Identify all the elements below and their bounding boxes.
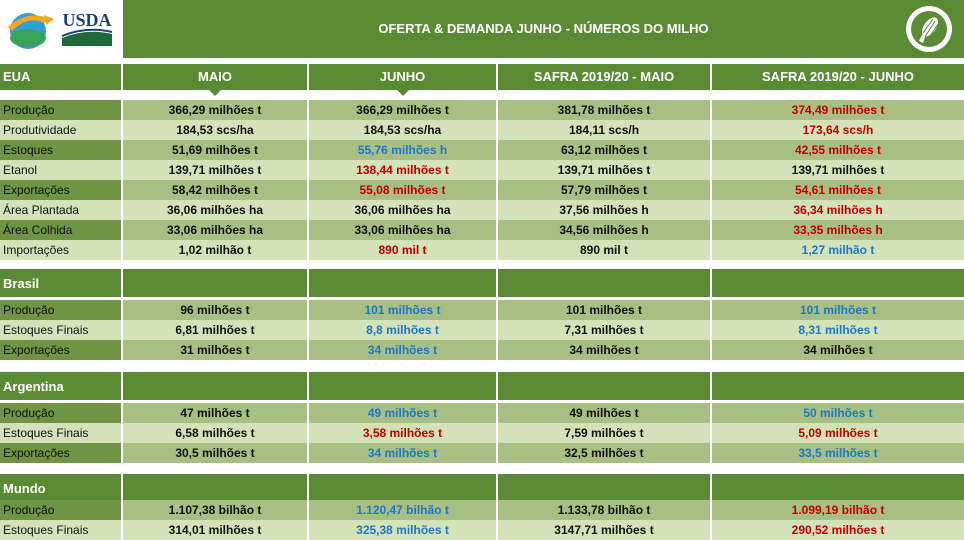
section-header-eua <box>0 64 964 90</box>
value-cell: 314,01 milhões t <box>123 520 307 540</box>
row-label: Exportações <box>0 443 121 463</box>
value-cell: 49 milhões t <box>498 403 710 423</box>
table-row <box>0 300 964 320</box>
value-cell: 50 milhões t <box>712 403 964 423</box>
column-header: JUNHO <box>309 64 496 90</box>
value-cell: 33,06 milhões ha <box>309 220 496 240</box>
value-cell: 3,58 milhões t <box>309 423 496 443</box>
value-cell: 139,71 milhões t <box>712 160 964 180</box>
section-title: Brasil <box>0 269 121 297</box>
row-label: Estoques Finais <box>0 520 121 540</box>
value-cell: 33,5 milhões t <box>712 443 964 463</box>
corn-badge <box>906 6 952 52</box>
section-header-cell <box>712 269 964 297</box>
row-label: Produção <box>0 403 121 423</box>
value-cell: 32,5 milhões t <box>498 443 710 463</box>
value-cell: 34,56 milhões h <box>498 220 710 240</box>
value-cell: 36,34 milhões h <box>712 200 964 220</box>
value-cell: 55,76 milhões h <box>309 140 496 160</box>
row-label: Área Plantada <box>0 200 121 220</box>
table-row <box>0 423 964 443</box>
value-cell: 54,61 milhões t <box>712 180 964 200</box>
page-title: OFERTA & DEMANDA JUNHO - NÚMEROS DO MILHO <box>378 21 709 36</box>
value-cell: 34 milhões t <box>309 443 496 463</box>
value-cell: 96 milhões t <box>123 300 307 320</box>
value-cell: 34 milhões t <box>498 340 710 360</box>
row-label: Estoques <box>0 140 121 160</box>
section-header-argentina <box>0 372 964 400</box>
section-header-brasil <box>0 269 964 297</box>
value-cell: 36,06 milhões ha <box>309 200 496 220</box>
value-cell: 101 milhões t <box>712 300 964 320</box>
usda-logo-text: USDA <box>62 10 112 30</box>
value-cell: 31 milhões t <box>123 340 307 360</box>
section-header-cell <box>309 372 496 400</box>
value-cell: 37,56 milhões h <box>498 200 710 220</box>
value-cell: 5,09 milhões t <box>712 423 964 443</box>
section-header-cell <box>498 269 710 297</box>
corn-icon <box>911 11 947 47</box>
section-header-cell <box>309 269 496 297</box>
section-header-cell <box>498 372 710 400</box>
value-cell: 1,27 milhão t <box>712 240 964 260</box>
row-label: Importações <box>0 240 121 260</box>
value-cell: 8,31 milhões t <box>712 320 964 340</box>
value-cell: 3147,71 milhões t <box>498 520 710 540</box>
row-label: Área Colhida <box>0 220 121 240</box>
section-header-cell <box>309 474 496 502</box>
value-cell: 42,55 milhões t <box>712 140 964 160</box>
value-cell: 101 milhões t <box>309 300 496 320</box>
value-cell: 6,58 milhões t <box>123 423 307 443</box>
table-row <box>0 140 964 160</box>
value-cell: 1.120,47 bilhão t <box>309 500 496 520</box>
value-cell: 33,35 milhões h <box>712 220 964 240</box>
value-cell: 1.133,78 bilhão t <box>498 500 710 520</box>
table-row <box>0 160 964 180</box>
section-header-cell <box>123 474 307 502</box>
row-label: Produtividade <box>0 120 121 140</box>
row-label: Estoques Finais <box>0 320 121 340</box>
value-cell: 184,11 scs/h <box>498 120 710 140</box>
section-title: Mundo <box>0 474 121 502</box>
value-cell: 55,08 milhões t <box>309 180 496 200</box>
value-cell: 325,38 milhões t <box>309 520 496 540</box>
section-header-cell <box>123 372 307 400</box>
value-cell: 30,5 milhões t <box>123 443 307 463</box>
value-cell: 7,59 milhões t <box>498 423 710 443</box>
value-cell: 6,81 milhões t <box>123 320 307 340</box>
header <box>0 0 964 58</box>
value-cell: 1.099,19 bilhão t <box>712 500 964 520</box>
table-row <box>0 200 964 220</box>
usda-logo-icon <box>60 8 114 48</box>
table-row <box>0 500 964 520</box>
value-cell: 139,71 milhões t <box>498 160 710 180</box>
value-cell: 33,06 milhões ha <box>123 220 307 240</box>
section-header-cell <box>712 474 964 502</box>
table-row <box>0 120 964 140</box>
column-header: SAFRA 2019/20 - JUNHO <box>712 64 964 90</box>
value-cell: 7,31 milhões t <box>498 320 710 340</box>
value-cell: 374,49 milhões t <box>712 100 964 120</box>
value-cell: 8,8 milhões t <box>309 320 496 340</box>
value-cell: 184,53 scs/ha <box>309 120 496 140</box>
value-cell: 63,12 milhões t <box>498 140 710 160</box>
value-cell: 1.107,38 bilhão t <box>123 500 307 520</box>
section-header-cell <box>712 372 964 400</box>
value-cell: 58,42 milhões t <box>123 180 307 200</box>
row-label: Produção <box>0 500 121 520</box>
table-row <box>0 403 964 423</box>
value-cell: 1,02 milhão t <box>123 240 307 260</box>
section-title: EUA <box>0 64 121 90</box>
section-header-cell <box>498 474 710 502</box>
value-cell: 890 mil t <box>498 240 710 260</box>
globe-logo-icon <box>4 5 56 53</box>
value-cell: 138,44 milhões t <box>309 160 496 180</box>
column-header: SAFRA 2019/20 - MAIO <box>498 64 710 90</box>
table-row <box>0 443 964 463</box>
value-cell: 36,06 milhões ha <box>123 200 307 220</box>
title-band <box>123 0 964 58</box>
table-row <box>0 340 964 360</box>
value-cell: 173,64 scs/h <box>712 120 964 140</box>
value-cell: 366,29 milhões t <box>309 100 496 120</box>
table-row <box>0 240 964 260</box>
row-label: Exportações <box>0 180 121 200</box>
value-cell: 34 milhões t <box>712 340 964 360</box>
value-cell: 101 milhões t <box>498 300 710 320</box>
logo-area <box>0 0 121 58</box>
value-cell: 184,53 scs/ha <box>123 120 307 140</box>
value-cell: 139,71 milhões t <box>123 160 307 180</box>
table-row <box>0 180 964 200</box>
table-row <box>0 520 964 540</box>
value-cell: 381,78 milhões t <box>498 100 710 120</box>
down-arrow-icon <box>397 90 409 96</box>
value-cell: 49 milhões t <box>309 403 496 423</box>
value-cell: 51,69 milhões t <box>123 140 307 160</box>
value-cell: 34 milhões t <box>309 340 496 360</box>
row-label: Exportações <box>0 340 121 360</box>
row-label: Etanol <box>0 160 121 180</box>
value-cell: 890 mil t <box>309 240 496 260</box>
row-label: Produção <box>0 100 121 120</box>
value-cell: 57,79 milhões t <box>498 180 710 200</box>
row-label: Produção <box>0 300 121 320</box>
section-header-cell <box>123 269 307 297</box>
value-cell: 366,29 milhões t <box>123 100 307 120</box>
table-row <box>0 220 964 240</box>
value-cell: 290,52 milhões t <box>712 520 964 540</box>
column-header: MAIO <box>123 64 307 90</box>
row-label: Estoques Finais <box>0 423 121 443</box>
table-row <box>0 100 964 120</box>
section-header-mundo <box>0 474 964 502</box>
value-cell: 47 milhões t <box>123 403 307 423</box>
down-arrow-icon <box>209 90 221 96</box>
section-title: Argentina <box>0 372 121 400</box>
table-row <box>0 320 964 340</box>
